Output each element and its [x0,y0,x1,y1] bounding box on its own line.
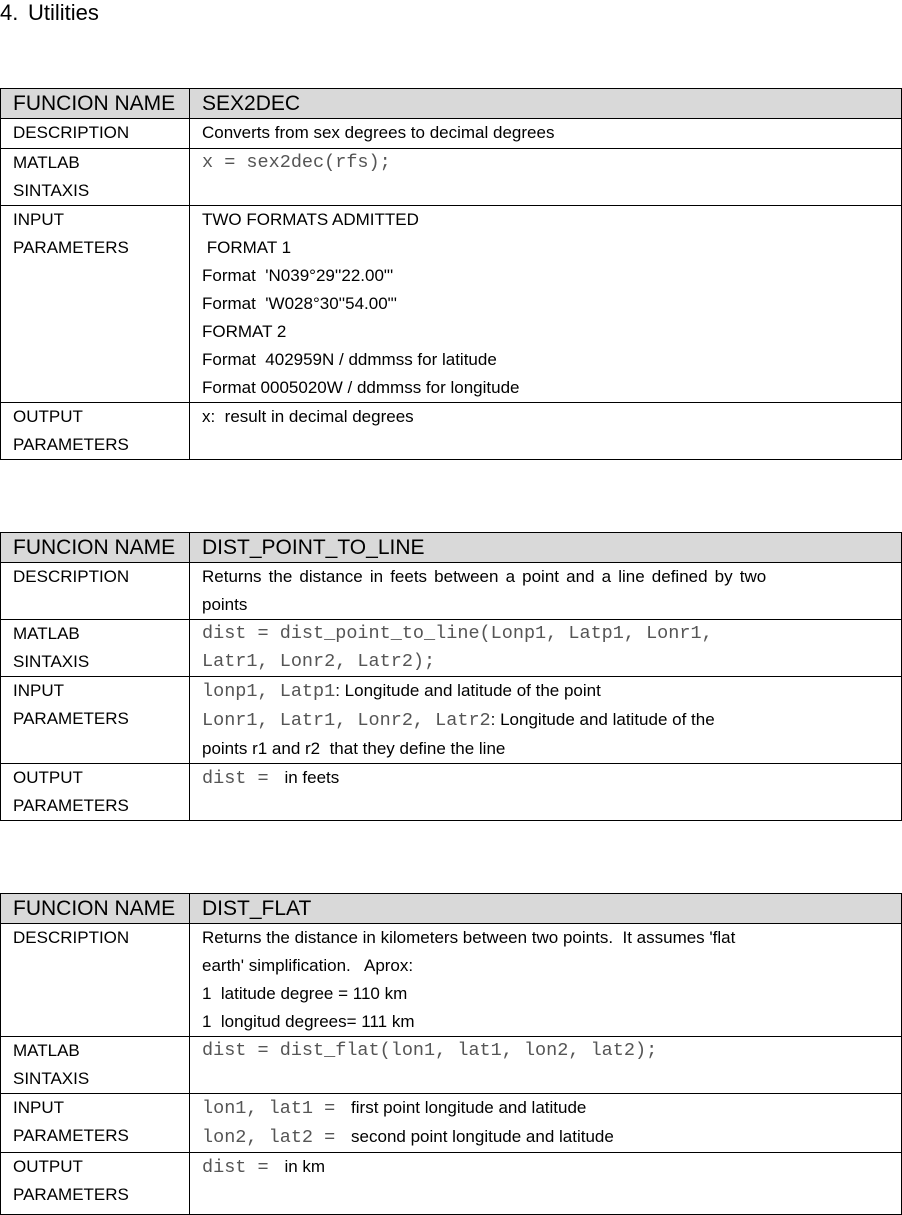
output-code: dist = [202,768,280,789]
input-line [202,1094,889,1123]
input-row [1,1094,902,1153]
syntax-label-line: SINTAXIS [13,652,90,671]
function-name-label: FUNCION NAME [1,89,190,119]
function-table-sex2dec [0,88,902,460]
input-value [190,1094,902,1153]
input-value [190,206,902,403]
function-table-dist-flat [0,893,902,1215]
syntax-value [190,1037,902,1094]
description-line: 1 latitude degree = 110 km [202,984,408,1003]
input-line [202,1123,889,1152]
input-label-line: INPUT [13,681,64,700]
description-row [1,563,902,620]
input-label-line: PARAMETERS [13,709,129,728]
description-value [190,563,902,620]
input-line: FORMAT 2 [202,322,287,341]
syntax-value [190,149,902,206]
output-row [1,1153,902,1215]
syntax-label-line: SINTAXIS [13,181,90,200]
output-label-line: PARAMETERS [13,1185,129,1204]
output-row [1,403,902,460]
input-label [1,1094,190,1153]
syntax-label-line: MATLAB [13,624,80,643]
input-label [1,677,190,764]
param-code: lon1, lat1 = [202,1098,347,1119]
output-text: x: result in decimal degrees [202,407,414,426]
function-name-value: SEX2DEC [190,89,902,119]
function-name-label: FUNCION NAME [1,533,190,563]
function-name-value: DIST_POINT_TO_LINE [190,533,902,563]
description-row [1,924,902,1037]
function-table-dist-point-to-line [0,532,902,821]
syntax-label [1,149,190,206]
description-line: Converts from sex degrees to decimal degrees [202,123,555,142]
syntax-row [1,149,902,206]
description-line: Returns the distance in feets between a point and a line defined by two [202,567,767,586]
param-text: first point longitude and latitude [346,1098,587,1117]
output-label-line: PARAMETERS [13,796,129,815]
syntax-label [1,1037,190,1094]
syntax-label-line: MATLAB [13,1041,80,1060]
description-value [190,924,902,1037]
output-label-line: PARAMETERS [13,435,129,454]
output-value [190,1153,902,1215]
output-text: in feets [279,768,340,787]
output-line [202,764,889,793]
section-title: Utilities [28,0,99,25]
function-name-value: DIST_FLAT [190,894,902,924]
output-label [1,764,190,821]
input-line: Format 0005020W / ddmmss for longitude [202,378,520,397]
param-code: lon2, lat2 = [202,1127,347,1148]
output-label-line: OUTPUT [13,407,83,426]
input-line: FORMAT 1 [202,238,292,257]
output-line [202,1153,889,1182]
function-name-label: FUNCION NAME [1,894,190,924]
syntax-row [1,1037,902,1094]
output-label [1,1153,190,1215]
description-line: 1 longitud degrees= 111 km [202,1012,415,1031]
param-text: : Longitude and latitude of the point [335,681,601,700]
output-text: in km [279,1157,326,1176]
syntax-code: Latr1, Lonr2, Latr2); [202,651,436,672]
syntax-code: dist = dist_flat(lon1, lat1, lon2, lat2); [202,1040,658,1061]
description-label: DESCRIPTION [1,924,190,1037]
input-line: points r1 and r2 that they define the line [202,739,506,758]
input-label-line: INPUT [13,210,64,229]
input-row [1,206,902,403]
param-code: Lonr1, Latr1, Lonr2, Latr2 [202,710,491,731]
syntax-value [190,620,902,677]
function-name-row [1,533,902,563]
description-line: Returns the distance in kilometers between two points. It assumes 'flat [202,928,736,947]
syntax-code: dist = dist_point_to_line(Lonp1, Latp1, Lonr1, [202,623,713,644]
input-line [202,677,889,706]
syntax-code: x = sex2dec(rfs); [202,152,391,173]
input-line: TWO FORMATS ADMITTED [202,210,419,229]
input-label-line: PARAMETERS [13,238,129,257]
description-line: earth' simplification. Aprox: [202,956,414,975]
output-label-line: OUTPUT [13,1157,83,1176]
output-value [190,764,902,821]
input-line [202,706,889,735]
input-line: Format 'W028°30''54.00"' [202,294,397,313]
description-line: points [202,595,248,614]
input-row [1,677,902,764]
param-code: lonp1, Latp1 [202,681,336,702]
description-label: DESCRIPTION [1,119,190,149]
input-label-line: INPUT [13,1098,64,1117]
input-label-line: PARAMETERS [13,1126,129,1145]
description-label: DESCRIPTION [1,563,190,620]
output-code: dist = [202,1157,280,1178]
input-line: Format 'N039°29''22.00"' [202,266,394,285]
syntax-label [1,620,190,677]
function-name-row [1,89,902,119]
input-value [190,677,902,764]
syntax-label-line: MATLAB [13,153,80,172]
param-text: second point longitude and latitude [346,1127,614,1146]
function-name-row [1,894,902,924]
description-value [190,119,902,149]
output-value [190,403,902,460]
output-row [1,764,902,821]
syntax-row [1,620,902,677]
syntax-label-line: SINTAXIS [13,1069,90,1088]
input-line: Format 402959N / ddmmss for latitude [202,350,497,369]
output-label-line: OUTPUT [13,768,83,787]
description-row [1,119,902,149]
input-label [1,206,190,403]
section-heading [0,0,99,28]
section-number: 4. [0,0,19,25]
param-text: : Longitude and latitude of the [490,710,715,729]
output-label [1,403,190,460]
